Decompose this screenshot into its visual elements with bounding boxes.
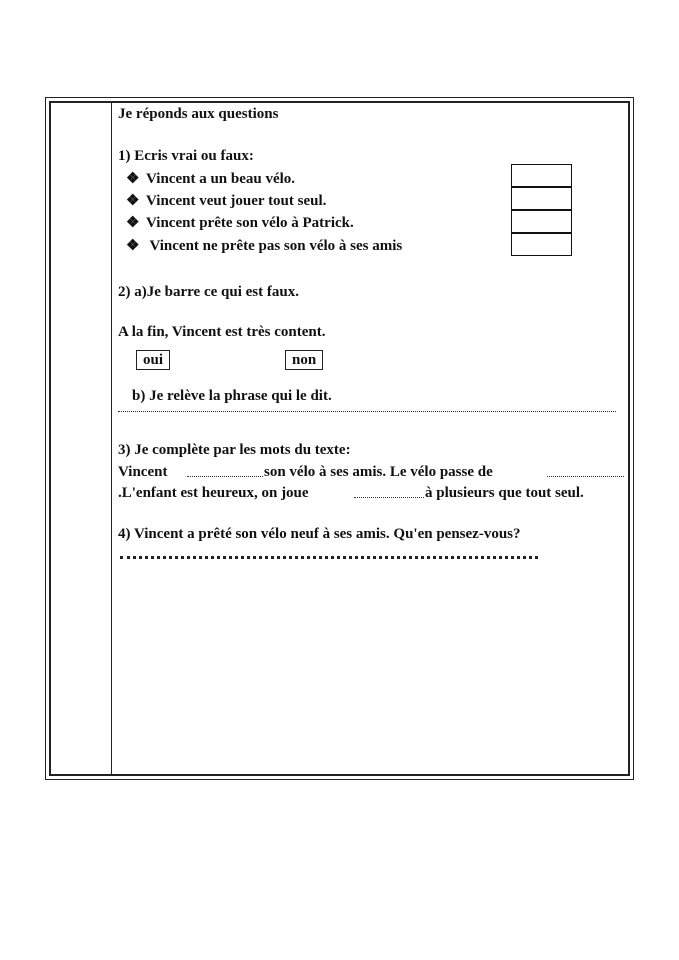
q1-heading: 1) Ecris vrai ou faux: — [118, 148, 254, 164]
blank-3[interactable] — [354, 497, 424, 498]
q1-item-text: Vincent prête son vélo à Patrick. — [146, 215, 354, 231]
q3-line-1 — [118, 463, 167, 481]
diamond-bullet-icon: ❖ — [126, 238, 140, 254]
answer-box-3[interactable] — [511, 210, 572, 233]
q3-line2-end: à plusieurs que tout seul. — [425, 485, 584, 501]
diamond-bullet-icon: ❖ — [126, 193, 140, 209]
q3-line1-mid: son vélo à ses amis. Le vélo passe de — [264, 464, 493, 480]
answer-box-4[interactable] — [511, 233, 572, 256]
answer-box-1[interactable] — [511, 164, 572, 187]
q2-heading: 2) a)Je barre ce qui est faux. — [118, 284, 299, 300]
q1-item-4 — [126, 237, 402, 255]
q4-answer-line[interactable] — [120, 556, 538, 559]
answer-box-2[interactable] — [511, 187, 572, 210]
choice-non[interactable]: non — [285, 350, 323, 370]
margin-column-line — [111, 101, 112, 776]
q2-part-b: b) Je relève la phrase qui le dit. — [132, 388, 332, 404]
q1-item-1 — [126, 170, 295, 188]
q3-line-2: .L'enfant est heureux, on joue — [118, 485, 309, 501]
diamond-bullet-icon: ❖ — [126, 171, 140, 187]
q1-item-text: Vincent a un beau vélo. — [146, 171, 296, 187]
q4-question: 4) Vincent a prêté son vélo neuf à ses amis. Qu'en pensez-vous? — [118, 526, 521, 542]
q1-item-text: Vincent veut jouer tout seul. — [146, 193, 327, 209]
q1-item-2 — [126, 192, 326, 210]
q3-line1-start: Vincent — [118, 464, 168, 480]
blank-1[interactable] — [187, 476, 263, 477]
blank-2[interactable] — [547, 476, 624, 477]
q2-answer-line[interactable] — [118, 411, 616, 412]
q2-sentence: A la fin, Vincent est très content. — [118, 324, 326, 340]
q1-item-3 — [126, 214, 354, 232]
q3-heading: 3) Je complète par les mots du texte: — [118, 442, 351, 458]
worksheet-title: Je réponds aux questions — [118, 106, 279, 122]
diamond-bullet-icon: ❖ — [126, 215, 140, 231]
q1-item-text: Vincent ne prête pas son vélo à ses amis — [146, 238, 403, 254]
choice-oui[interactable]: oui — [136, 350, 170, 370]
